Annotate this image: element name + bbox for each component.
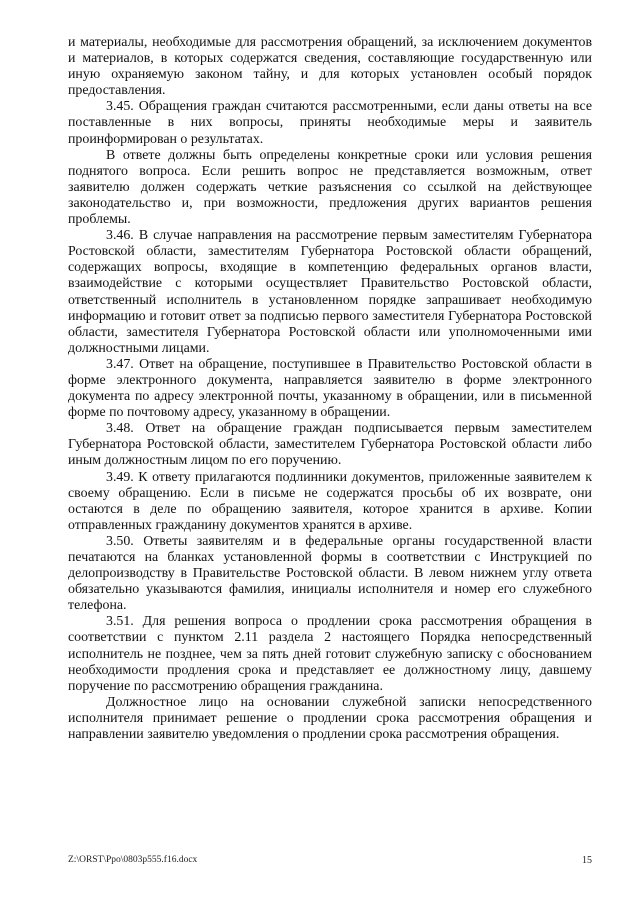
paragraph-continuation: и материалы, необходимые для рассмотрения обращений, за исключением документов и материалов, в которых содержатся сведения, составляющие государственную или иную охраняемую законом тайну, и для которых установлен особый порядок предоставления.: [68, 35, 592, 99]
footer-page-number: 15: [582, 855, 592, 866]
footer-file-path: Z:\ORST\Ppo\0803p555.f16.docx: [68, 855, 198, 865]
paragraph-3-51: 3.51. Для решения вопроса о продлении срока рассмотрения обращения в соответствии с пунктом 2.11 раздела 2 настоящего Порядка непосредственный исполнитель не позднее, чем за пять дней готовит служебную записку с обоснованием необходимости продления срока и представляет ее должностному лицу, давшему поручение по рассмотрению обращения гражданина.: [68, 614, 592, 694]
paragraph-extension-decision: Должностное лицо на основании служебной записки непосредственного исполнителя принимает решение о продлении срока рассмотрения обращения и направлении заявителю уведомления о продлении срока рассмотрения обращения.: [68, 694, 592, 743]
paragraph-3-48: 3.48. Ответ на обращение граждан подписывается первым заместителем Губернатора Ростовской области, заместителем Губернатора Ростовской области либо иным должностным лицом по его поручению.: [68, 421, 592, 469]
paragraph-3-47: 3.47. Ответ на обращение, поступившее в Правительство Ростовской области в форме электронного документа, направляется заявителю в форме электронного документа по адресу электронной почты, указанному в обращении, или в письменной форме по почтовому адресу, указанному в обращении.: [68, 356, 592, 421]
paragraph-3-45: 3.45. Обращения граждан считаются рассмотренными, если даны ответы на все поставленные в них вопросы, приняты необходимые меры и заявитель проинформирован о результатах.: [68, 99, 592, 147]
paragraph-answer-requirements: В ответе должны быть определены конкретные сроки или условия решения поднятого вопроса. Если решить вопрос не представляется возможным, ответ заявителю должен содержать четкие разъяснения со ссылкой на действующее законодательство и, при возможности, предложения других вариантов решения проблемы.: [68, 147, 592, 228]
document-body: [68, 35, 592, 743]
paragraph-3-49: 3.49. К ответу прилагаются подлинники документов, приложенные заявителем к своему обращению. Если в письме не содержатся просьбы об их возврате, они остаются в деле по обращению заявителя, которое хранится в архиве. Копии отправленных гражданину документов хранятся в архиве.: [68, 469, 592, 533]
paragraph-3-50: 3.50. Ответы заявителям и в федеральные органы государственной власти печатаются на бланках установленной формы в соответствии с Инструкцией по делопроизводству в Правительстве Ростовской области. В левом нижнем углу ответа обязательно указываются фамилия, инициалы исполнителя и номер его служебного телефона.: [68, 533, 592, 614]
paragraph-3-46: 3.46. В случае направления на рассмотрение первым заместителям Губернатора Ростовской области, заместителям Губернатора Ростовской области обращений, содержащих вопросы, входящие в компетенцию федеральных органов власти, взаимодействие с которыми осуществляет Правительство Ростовской области, ответственный исполнитель в установленном порядке запрашивает необходимую информацию и готовит ответ за подписью первого заместителя Губернатора Ростовской области, заместителя Губернатора Ростовской области или уполномоченными ими должностными лицами.: [68, 228, 592, 356]
